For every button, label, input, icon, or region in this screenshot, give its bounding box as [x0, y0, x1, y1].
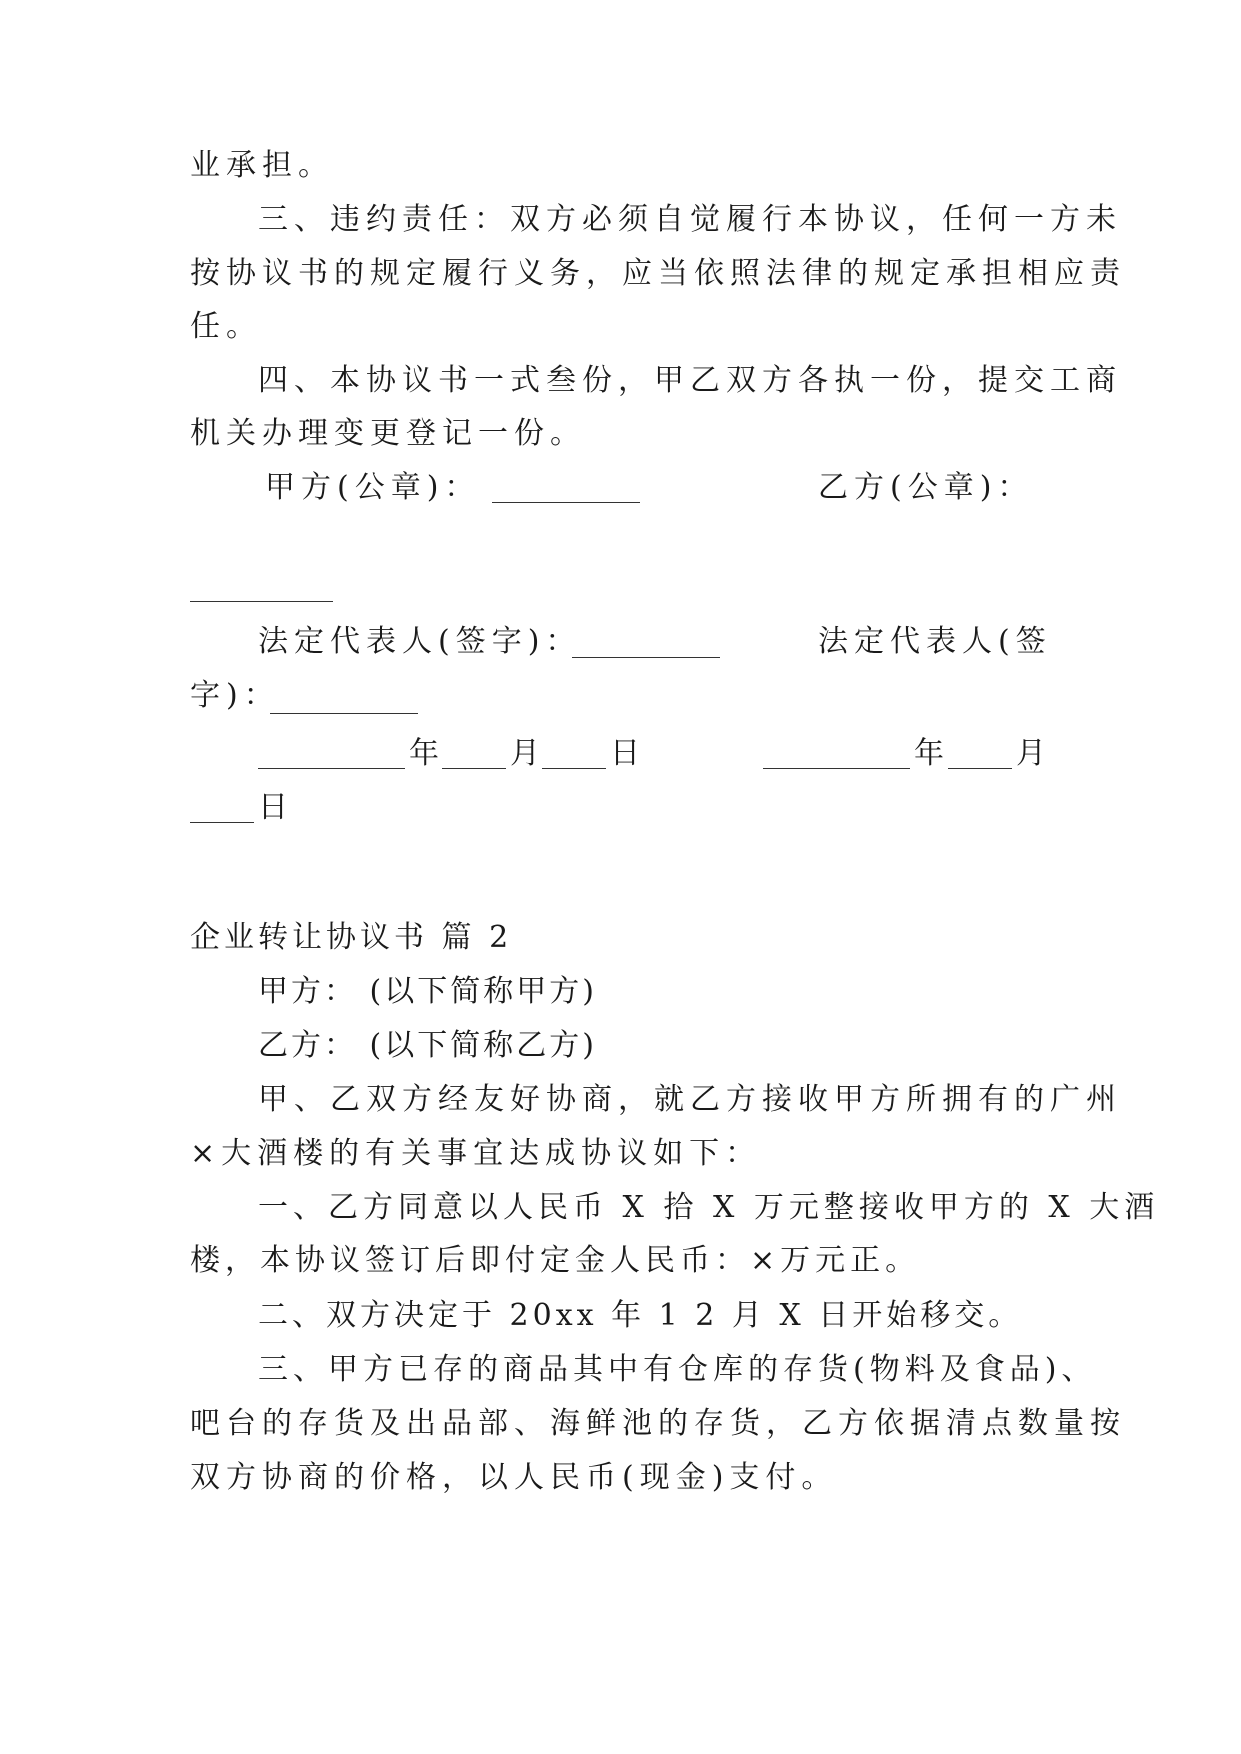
date-a-day-blank [542, 738, 606, 769]
rep-a-blank [572, 627, 720, 658]
rep-a-label: 法定代表人(签字)： [258, 624, 582, 659]
text-line: 双方协商的价格，以人民币(现金)支付。 [190, 1460, 838, 1495]
date-a-year-blank [258, 738, 405, 769]
text-line: ×大酒楼的有关事宜达成协议如下： [190, 1136, 762, 1171]
text-line: 三、违约责任：双方必须自觉履行本协议，任何一方未 [258, 202, 1122, 237]
date-a-month-blank [442, 738, 506, 769]
text-line: 三、甲方已存的商品其中有仓库的存货(物料及食品)、 [258, 1352, 1097, 1387]
text-line: 甲、乙双方经友好协商，就乙方接收甲方所拥有的广州 [258, 1082, 1122, 1117]
party-b-seal-label: 乙方(公章)： [818, 470, 1034, 505]
text-line: 机关办理变更登记一份。 [190, 416, 586, 451]
text-line: 四、本协议书一式叁份，甲乙双方各执一份，提交工商 [258, 363, 1122, 398]
date-b-month: 月 [1016, 736, 1052, 771]
party-a-seal-label: 甲方(公章)： [265, 470, 481, 505]
party-a-line: 甲方： (以下简称甲方) [258, 974, 597, 1009]
date-a-day: 日 [610, 736, 646, 771]
party-b-line: 乙方： (以下简称乙方) [258, 1028, 597, 1063]
date-b-year: 年 [914, 736, 950, 771]
rep-b-label-cont: 字)： [190, 678, 280, 713]
date-b-month-blank [948, 738, 1012, 769]
text-line: 按协议书的规定履行义务，应当依照法律的规定承担相应责 [190, 256, 1126, 291]
party-b-seal-blank [190, 571, 333, 602]
date-a-year: 年 [409, 736, 445, 771]
text-line: 业承担。 [190, 148, 334, 183]
text-line: 任。 [190, 309, 262, 344]
text-line: 一、乙方同意以人民币 X 拾 X 万元整接收甲方的 X 大酒 [258, 1190, 1160, 1225]
date-b-year-blank [763, 738, 910, 769]
rep-b-blank [270, 683, 418, 714]
rep-b-label: 法定代表人(签 [818, 624, 1052, 659]
date-a-month: 月 [510, 736, 546, 771]
section-title: 企业转让协议书 篇 2 [190, 920, 513, 955]
date-b-day-blank [190, 792, 254, 823]
text-line: 二、双方决定于 20xx 年 1 2 月 X 日开始移交。 [258, 1298, 1023, 1333]
text-line: 楼，本协议签订后即付定金人民币：×万元正。 [190, 1243, 921, 1278]
date-b-day: 日 [258, 790, 294, 825]
party-a-seal-blank [492, 472, 640, 503]
text-line: 吧台的存货及出品部、海鲜池的存货，乙方依据清点数量按 [190, 1406, 1126, 1441]
